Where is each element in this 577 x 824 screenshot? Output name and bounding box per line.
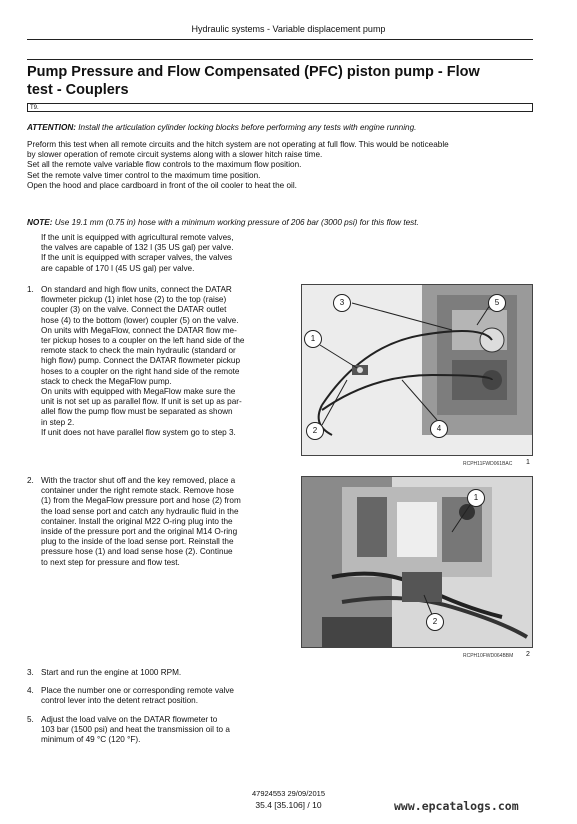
prelude-line: If the unit is equipped with scraper valves, the valves <box>41 253 233 263</box>
figure-2-illustration <box>302 477 533 648</box>
title-rule <box>27 59 533 60</box>
step-line: ter pickup hoses to a coupler on the left hand side of the <box>41 336 245 346</box>
step-line: unit is not set up as parallel flow. If unit is set up as par- <box>41 397 242 407</box>
intro-line: Preform this test when all remote circuits and the hitch system are not operating at full flow. This would be noticeable <box>27 140 449 149</box>
step-4-text <box>41 686 281 706</box>
step-line: On standard and high flow units, connect the DATAR <box>41 285 232 294</box>
step-line: Place the number one or corresponding remote valve <box>41 686 234 695</box>
figure-1-number: 1 <box>526 459 530 466</box>
step-line: pressure hose (1) and load sense hose (2). Continue <box>41 547 233 557</box>
step-line: remote stack to check the main hydraulic (standard or <box>41 346 236 356</box>
step-line: allel flow the pump flow must be separated as shown <box>41 407 233 417</box>
step-line: container under the right remote stack. Remove hose <box>41 486 234 496</box>
capacity-prelude <box>41 233 281 274</box>
step-number: 5. <box>27 715 34 724</box>
step-line: With the tractor shut off and the key removed, place a <box>41 476 236 485</box>
section-code: T9. <box>27 103 533 112</box>
step-1-text <box>41 285 281 438</box>
step-number: 2. <box>27 476 34 485</box>
step-line: in step 2. <box>41 417 75 427</box>
step-line: On units with MegaFlow, connect the DATAR flow me- <box>41 325 237 335</box>
step-number: 1. <box>27 285 34 294</box>
figure-2-number: 2 <box>526 651 530 658</box>
prelude-line: the valves are capable of 132 l (35 US gal) per valve. <box>41 243 234 253</box>
step-number: 3. <box>27 668 34 677</box>
footer-doc-id: 47924553 29/09/2015 <box>252 789 325 798</box>
step-line: If unit does not have parallel flow system go to step 3. <box>41 427 236 437</box>
intro-paragraph <box>27 140 537 191</box>
note-label: NOTE: <box>27 218 53 227</box>
step-line: hoses to a coupler on the right hand side of the remote <box>41 366 240 376</box>
intro-line: Set all the remote valve variable flow controls to the maximum flow position. <box>27 160 302 170</box>
step-line: Start and run the engine at 1000 RPM. <box>41 668 182 677</box>
prelude-line: are capable of 170 l (45 US gal) per valve. <box>41 263 195 273</box>
step-line: stack to check the MegaFlow pump. <box>41 376 172 386</box>
note-text: Use 19.1 mm (0.75 in) hose with a minimum working pressure of 206 bar (3000 psi) for this flow test. <box>54 218 419 227</box>
step-line: plug to the inside of the load sense port. Reinstall the <box>41 537 234 547</box>
page-title-line-1: Pump Pressure and Flow Compensated (PFC) piston pump - Flow <box>27 64 480 80</box>
figure-1-callout: 2 <box>306 422 324 440</box>
step-line: hose (4) to the bottom (lower) coupler (5) on the valve. <box>41 315 239 325</box>
figure-1-callout: 3 <box>333 294 351 312</box>
figure-1-caption: RCPH11FWD061BAC <box>463 461 513 467</box>
step-3-text <box>41 668 281 678</box>
intro-line: Open the hood and place cardboard in front of the oil cooler to heat the oil. <box>27 180 297 190</box>
step-2-text <box>41 476 281 568</box>
step-line: Adjust the load valve on the DATAR flowmeter to <box>41 715 218 724</box>
figure-1-callout: 1 <box>304 330 322 348</box>
attention-label: ATTENTION: <box>27 123 76 132</box>
footer-page-number: 35.4 [35.106] / 10 <box>255 800 322 810</box>
page-title <box>27 63 533 99</box>
page-title-line-2: test - Couplers <box>27 82 129 98</box>
step-line: 103 bar (1500 psi) and heat the transmission oil to a <box>41 725 230 735</box>
intro-line: by slower operation of remote circuit systems along with a slower hitch raise time. <box>27 150 323 160</box>
prelude-line: If the unit is equipped with agricultural remote valves, <box>41 233 234 242</box>
step-line: minimum of 49 °C (120 °F). <box>41 735 141 745</box>
figure-2-caption: RCPH10FWD064BBM <box>463 653 514 659</box>
step-number: 4. <box>27 686 34 695</box>
attention-text: Install the articulation cylinder locking blocks before performing any tests with engine running. <box>78 123 417 132</box>
figure-2-callout: 1 <box>467 489 485 507</box>
step-line: control lever into the detent retract position. <box>41 696 199 706</box>
note <box>27 218 533 228</box>
step-line: (1) from the MegaFlow pressure port and hose (2) from <box>41 496 241 506</box>
step-line: to next step for pressure and flow test. <box>41 557 180 567</box>
intro-line: Set the remote valve timer control to the maximum time position. <box>27 170 261 180</box>
step-5-text <box>41 715 281 746</box>
header-rule <box>27 39 533 40</box>
step-line: inside of the pressure port and the original M14 O-ring <box>41 527 238 537</box>
figure-2-photo <box>301 476 533 648</box>
figure-2-callout: 2 <box>426 613 444 631</box>
step-line: container. Install the original M22 O-ring plug into the <box>41 516 233 526</box>
figure-1-callout: 4 <box>430 420 448 438</box>
attention-notice <box>27 123 533 133</box>
step-line: high flow) pump. Connect the DATAR flowmeter pickup <box>41 356 241 366</box>
step-line: the load sense port and catch any hydraulic fluid in the <box>41 506 239 516</box>
step-line: flowmeter pickup (1) inlet hose (2) to the top (raise) <box>41 295 227 305</box>
step-line: coupler (3) on the valve. Connect the DATAR outlet <box>41 305 227 315</box>
figure-1-callout: 5 <box>488 294 506 312</box>
watermark: www.epcatalogs.com <box>394 799 519 813</box>
step-line: On units with equipped with MegaFlow make sure the <box>41 387 236 397</box>
running-header: Hydraulic systems - Variable displacement pump <box>191 24 386 34</box>
